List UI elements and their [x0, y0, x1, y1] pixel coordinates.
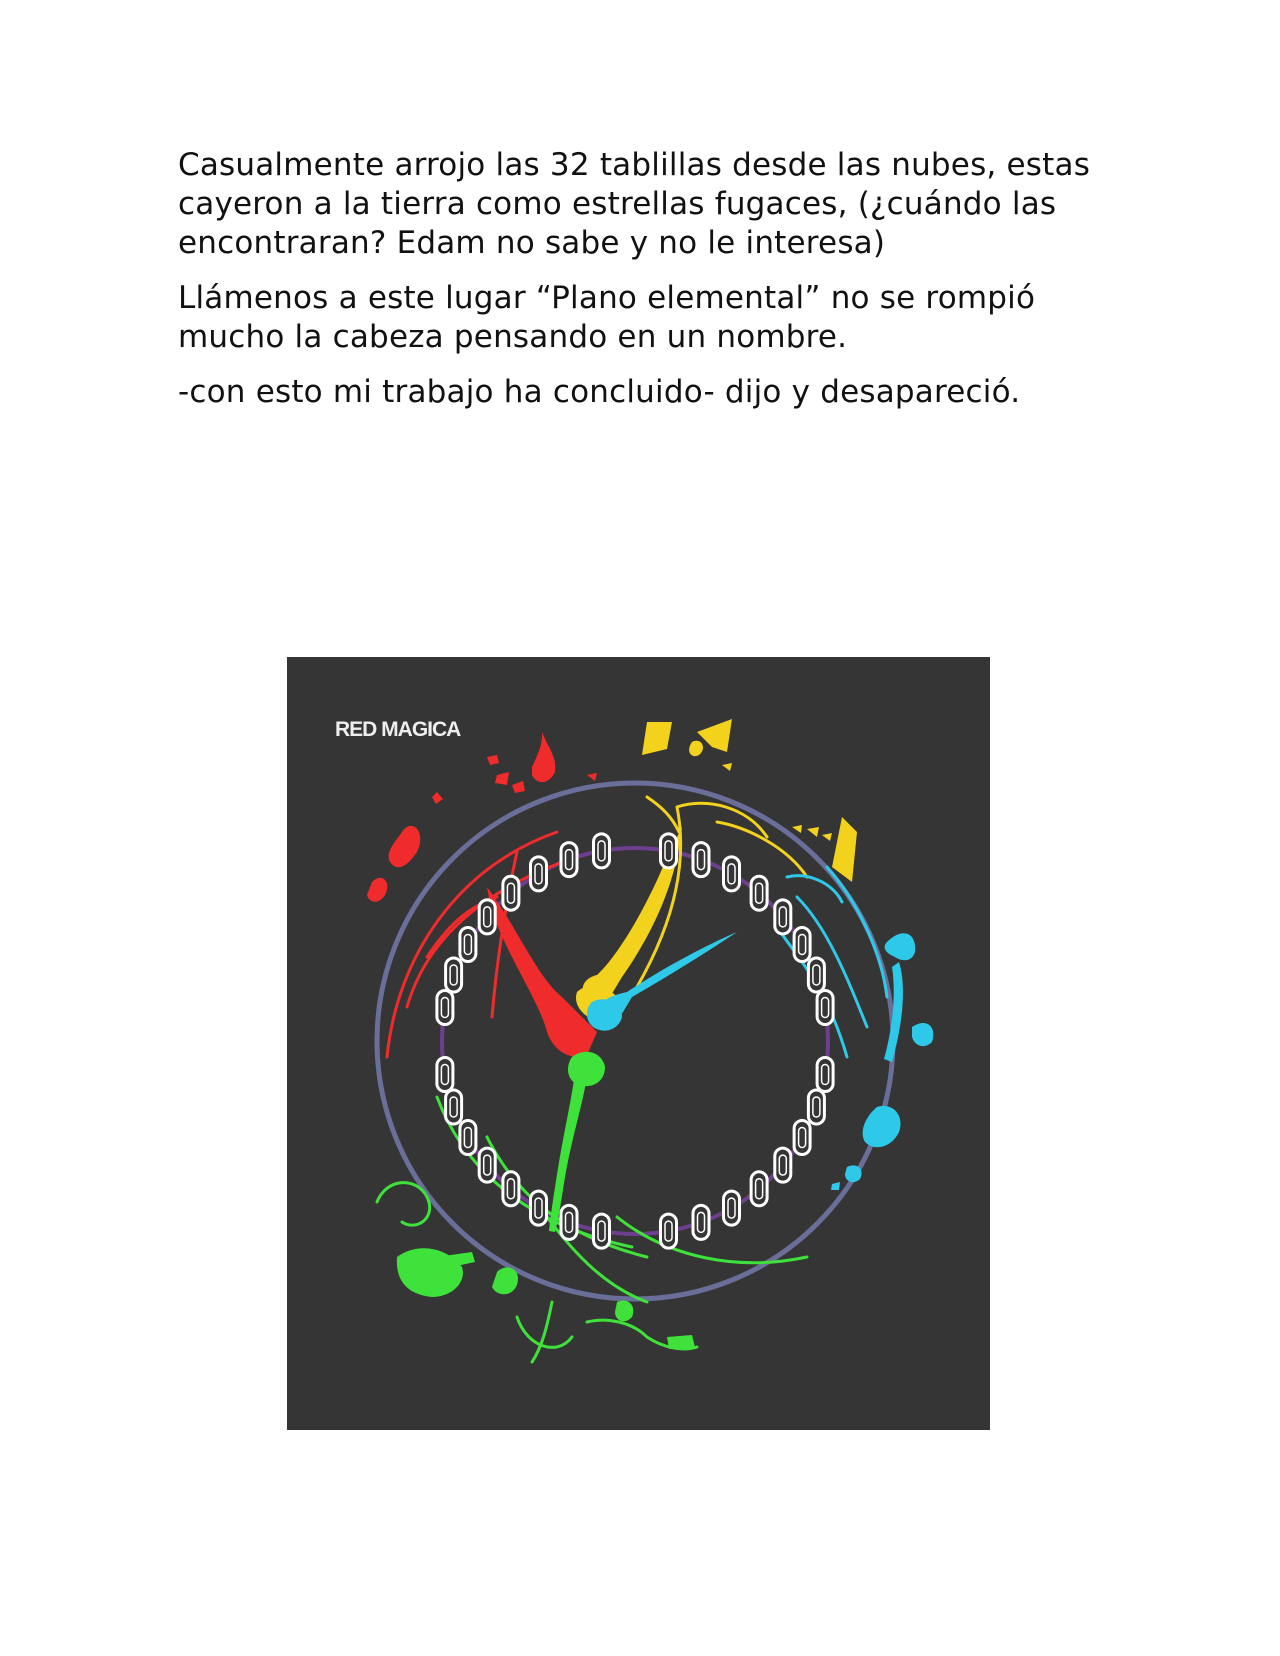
tablet-inset [566, 850, 573, 870]
tablet-inset [464, 935, 471, 955]
tablet-inset [535, 864, 542, 884]
tablet-inset [441, 1065, 448, 1085]
tablet-inset [464, 1128, 471, 1148]
tablet-inset [598, 841, 605, 861]
elemental-plane-illustration [287, 657, 990, 1430]
document-text [178, 146, 1118, 428]
tablet-inset [566, 1212, 573, 1232]
tablet-inset [799, 935, 806, 955]
red-magica-logo: RED MAGICA [335, 718, 461, 741]
illustration-background [287, 657, 990, 1430]
tablet-inset [813, 965, 820, 985]
tablet-inset [507, 883, 514, 903]
tablet-inset [799, 1128, 806, 1148]
tablet-inset [484, 907, 491, 927]
paragraph-3: -con esto mi trabajo ha concluido- dijo y desapareció. [178, 374, 1021, 410]
tablet-inset [813, 1097, 820, 1117]
tablet-inset [598, 1221, 605, 1241]
tablet-inset [728, 1198, 735, 1218]
tablet-inset [779, 1155, 786, 1175]
tablet-inset [698, 1212, 705, 1232]
paragraph-2: Llámenos a este lugar “Plano elemental” no se rompió mucho la cabeza pensando en un nombre. [178, 280, 1036, 355]
tablet-inset [507, 1179, 514, 1199]
tablet-inset [665, 841, 672, 861]
tablet-inset [698, 850, 705, 870]
tablet-inset [728, 864, 735, 884]
paragraph-1: Casualmente arrojo las 32 tablillas desde las nubes, estas cayeron a la tierra como estrellas fugaces, (¿cuándo las encontraran? Edam no sabe y no le interesa) [178, 147, 1091, 261]
tablet-inset [450, 965, 457, 985]
tablet-inset [756, 1179, 763, 1199]
tablet-inset [450, 1097, 457, 1117]
tablet-inset [756, 883, 763, 903]
tablet-inset [484, 1155, 491, 1175]
tablet-inset [665, 1221, 672, 1241]
tablet-inset [822, 1065, 829, 1085]
tablet-inset [535, 1198, 542, 1218]
tablet-inset [441, 998, 448, 1018]
tablet-inset [779, 907, 786, 927]
tablet-inset [822, 998, 829, 1018]
